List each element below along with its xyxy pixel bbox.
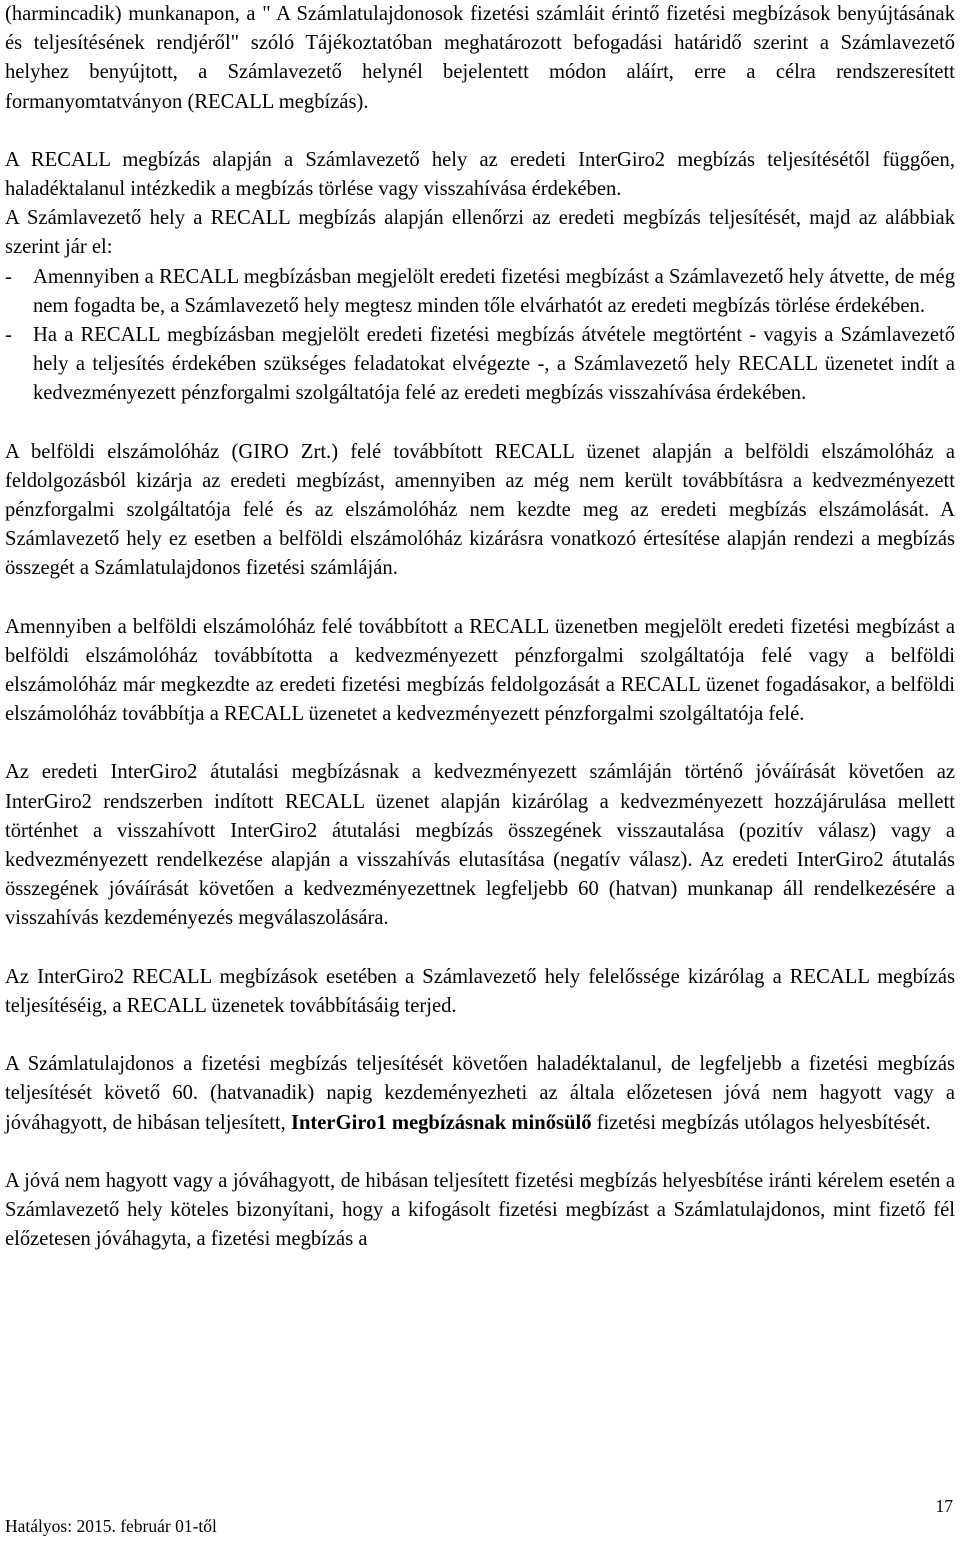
paragraph-intergiro2-credit: Az eredeti InterGiro2 átutalási megbízásnak a kedvezményezett számláján történő jóváírását követően az InterGiro2 rendszerben indított RECALL üzenet alapján kizárólag a kedvezményezett hozzájárulása mellett történhet a visszahívott InterGiro2 átutalási megbízás összegének visszautalása (pozitív válasz) vagy a kedvezményezett rendelkezése alapján a visszahívás elutasítása (negatív válasz). Az eredeti InterGiro2 átutalás összegének jóváírását követően a kedvezményezettnek legfeljebb 60 (hatvan) munkanap áll rendelkezésére a visszahívás kezdeményezés megválaszolására. [5,761,955,930]
page-number: 17 [935,1496,953,1516]
paragraph-recall-intro: (harmincadik) munkanapon, a " A Számlatulajdonosok fizetési számláit érintő fizetési megbízások benyújtásának és teljesítésének rendjéről" szóló Tájékoztatóban meghatározott befogadási határidő szerint a Számlavezető helyhez benyújtott, a Számlavezető helynél bejelentett módon aláírt, erre a célra rendszeresített formanyomtatványon (RECALL megbízás). [5,3,955,113]
correction-text-end: fizetési megbízás utólagos helyesbítését. [596,1111,931,1134]
paragraph-correction-request [5,1050,955,1138]
paragraph-verification: A Számlavezető hely a RECALL megbízás alapján ellenőrzi az eredeti megbízás teljesítését, majd az alábbiak szerint jár el: [5,207,955,259]
effective-date-footer: Hatályos: 2015. február 01-től [5,1516,217,1536]
paragraph-clearing-house: A belföldi elszámolóház (GIRO Zrt.) felé továbbított RECALL üzenet alapján a belföldi elszámolóház a feldolgozásból kizárja az eredeti megbízást, amennyiben az még nem került továbbításra a kedvezményezett pénzforgalmi szolgáltatója felé és az elszámolóház nem kezdte meg az eredeti megbízás elszámolását. A Számlavezető hely ez esetben a belföldi elszámolóház kizárásra vonatkozó értesítése alapján rendezi a megbízás összegét a Számlatulajdonos fizetési számláján. [5,440,955,580]
list-item [5,321,955,409]
paragraph-recall-basis: A RECALL megbízás alapján a Számlavezető hely az eredeti InterGiro2 megbízás teljesítésétől függően, haladéktalanul intézkedik a megbízás törlése vagy visszahívása érdekében. [5,148,955,201]
dash-bullet: - [5,324,12,347]
paragraph-burden-of-proof: A jóvá nem hagyott vagy a jóváhagyott, de hibásan teljesített fizetési megbízás helyesbítése iránti kérelem esetén a Számlavezető hely köteles bizonyítani, hogy a kifogásolt fizetési megbízást a Számlatulajdonos, mint fizető fél előzetesen jóváhagyta, a fizetési megbízás a [5,1169,955,1251]
bold-emphasis: InterGiro1 megbízásnak minősülő [290,1111,592,1134]
list-item [5,263,955,321]
correction-text-start: A Számlatulajdonos a fizetési megbízás teljesítését követően haladéktalanul, de legfeljebb a fizetési megbízás teljesítését követő 60. (hatvanadik) napig kezdeményezheti az általa előzetesen jóvá nem hagyott vagy a jóváhagyott, de hibásan teljesített, [5,1053,955,1134]
dash-bullet: - [5,265,12,288]
list-item-text: Amennyiben a RECALL megbízásban megjelölt eredeti fizetési megbízást a Számlavezető hely átvette, de még nem fogadta be, a Számlavezető hely megtesz minden tőle elvárhatót az eredeti megbízás törlése érdekében. [33,265,955,317]
paragraph-forwarded-recall: Amennyiben a belföldi elszámolóház felé továbbított a RECALL üzenetben megjelölt eredeti fizetési megbízást a belföldi elszámolóház továbbította a kedvezményezett pénzforgalmi szolgáltatója felé vagy a belföldi elszámolóház már megkezdte az eredeti fizetési megbízás feldolgozását a RECALL üzenet fogadásakor, a belföldi elszámolóház továbbítja a RECALL üzenetet a kedvezményezett pénzforgalmi szolgáltatója felé. [5,615,955,726]
document-page [5,0,955,1254]
paragraph-liability: Az InterGiro2 RECALL megbízások esetében a Számlavezető hely felelőssége kizárólag a RECALL megbízás teljesítéséig, a RECALL üzenetek továbbításáig terjed. [5,965,955,1017]
list-item-text: Ha a RECALL megbízásban megjelölt eredeti fizetési megbízás átvétele megtörtént - vagyis a Számlavezető hely a teljesítés érdekében szükséges feladatokat elvégezte -, a Számlavezető hely RECALL üzenetet indít a kedvezményezett pénzforgalmi szolgáltatója felé az eredeti megbízás visszahívása érdekében. [33,324,955,405]
